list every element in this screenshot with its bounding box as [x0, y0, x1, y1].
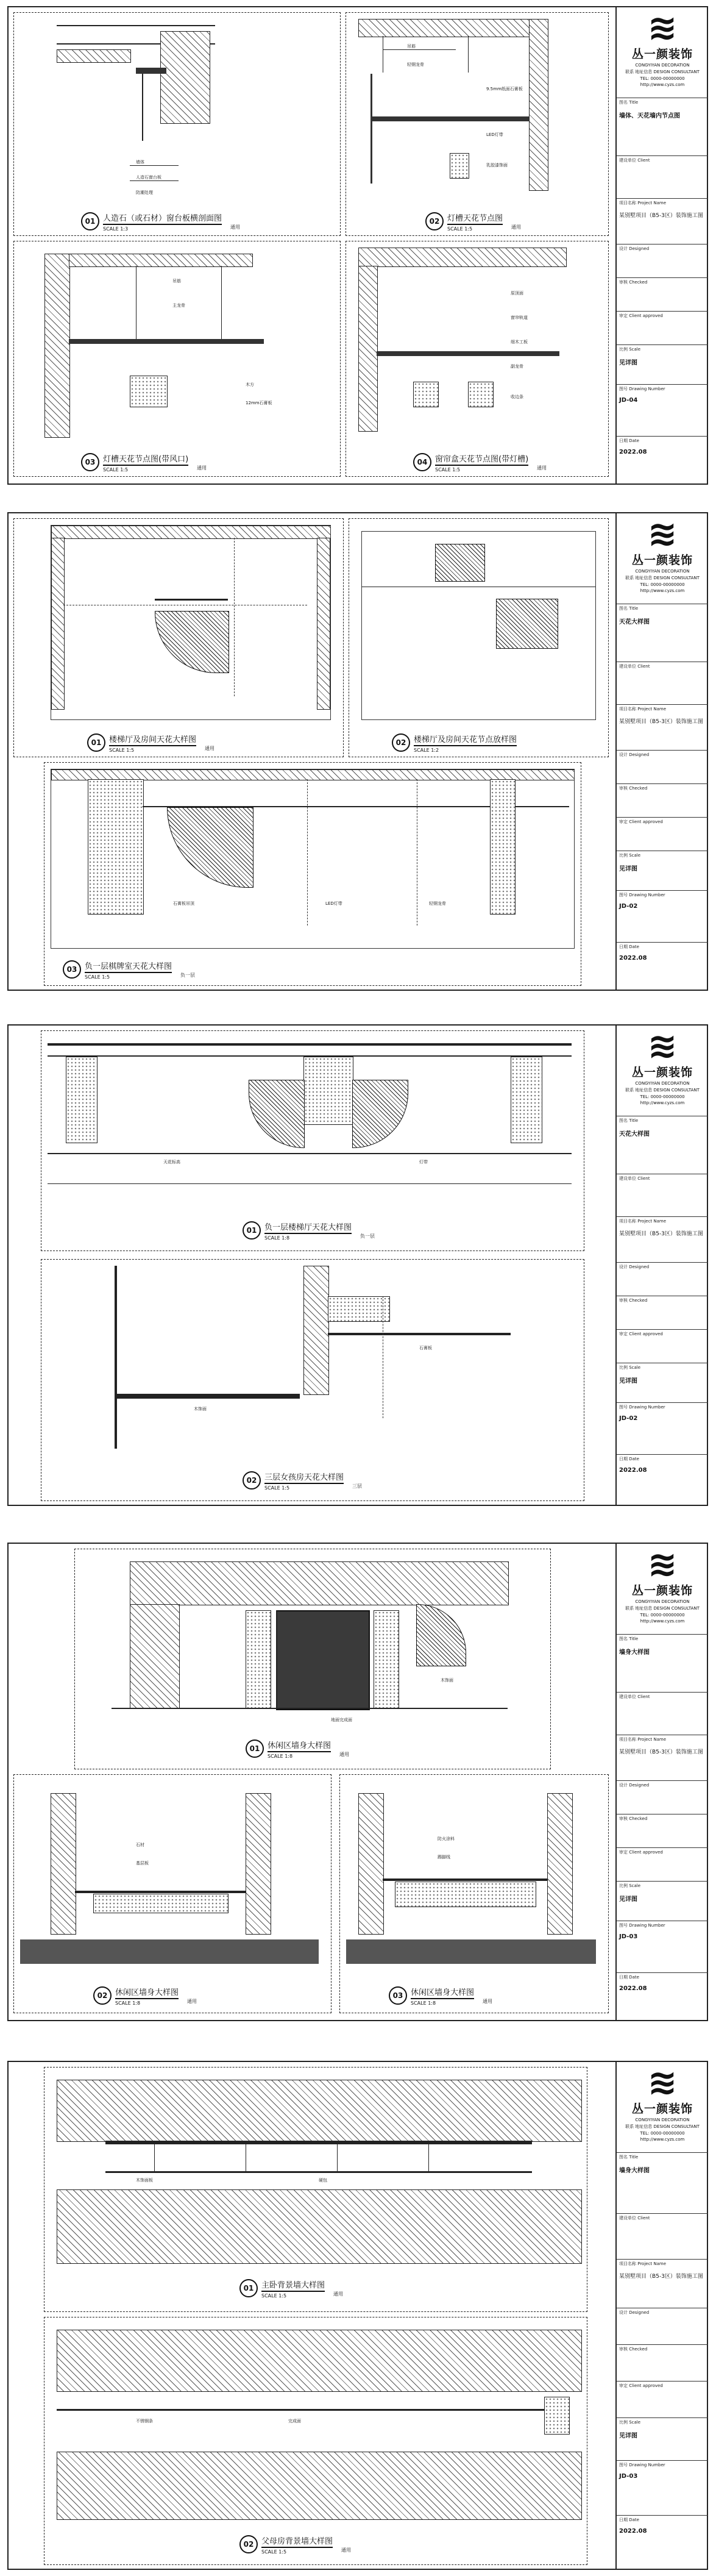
logo-mountain-icon: ≋ — [647, 1025, 678, 1066]
tb-label: 审核 Checked — [619, 2347, 648, 2352]
panel-scope: 通用 — [187, 1999, 197, 2004]
tb-label: 日期 Date — [619, 1975, 639, 1980]
caption-5-1 — [239, 2278, 343, 2299]
panel-title: 休闲区墙身大样图 — [411, 1986, 474, 1999]
panel-scope: 通用 — [483, 1999, 493, 2004]
tb-drawing-no: JD-02 — [619, 1415, 638, 1422]
tb-label: 建设单位 Client — [619, 2216, 650, 2221]
tb-label: 日期 Date — [619, 1457, 639, 1461]
note-2-c: 9.5mm纸面石膏板 — [486, 87, 523, 91]
panel-scope: 负一层 — [360, 1233, 375, 1239]
panel-number: 03 — [63, 960, 81, 979]
caption-1-4 — [413, 452, 547, 473]
panel-4-3 — [339, 1774, 609, 2013]
panel-2-2 — [349, 518, 609, 757]
company-logo — [617, 2061, 708, 2142]
tb-label: 图名 Title — [619, 100, 639, 105]
caption-4-1 — [246, 1738, 349, 1759]
tb-project-value: 某别墅项目（B5-3区）装饰施工图 — [619, 213, 703, 219]
company-line-1: 联系 地址信息 DESIGN CONSULTANT — [625, 70, 700, 74]
note-3-a: 吊筋 — [172, 279, 181, 284]
tb-label: 图名 Title — [619, 1636, 639, 1641]
panel-scale: SCALE 1:3 — [103, 226, 129, 232]
note-1-b: 人造石窗台板 — [136, 175, 161, 180]
title-block-2 — [615, 512, 708, 991]
company-line-1: 联系 地址信息 DESIGN CONSULTANT — [625, 576, 700, 580]
tb-drawing-no: JD-04 — [619, 397, 638, 404]
tb-label: 审定 Client approved — [619, 1332, 663, 1336]
company-name: 丛一颜装饰 — [631, 1066, 693, 1079]
tb-label: 建设单位 Client — [619, 158, 650, 163]
company-line-3: http://www.cyzs.com — [640, 82, 685, 87]
panel-scale: SCALE 1:8 — [411, 2000, 436, 2006]
tb-label: 审核 Checked — [619, 1298, 648, 1303]
panel-number: 03 — [81, 453, 99, 471]
note-s3-d: 木饰面 — [194, 1407, 207, 1411]
note-3-b: 主龙骨 — [172, 303, 185, 308]
panel-scope: 负一层 — [180, 972, 196, 978]
panel-scope: 通用 — [511, 224, 522, 230]
tb-scale-value: 见详图 — [619, 1896, 637, 1903]
panel-title: 人造石（或石材）窗台板横剖面图 — [103, 212, 222, 225]
company-line-2: TEL: 0000-00000000 — [640, 76, 685, 81]
title-block-5 — [615, 2061, 708, 2570]
panel-number: 01 — [243, 1221, 261, 1240]
panel-scope: 通用 — [205, 746, 215, 751]
note-s4-e: 防火涂料 — [438, 1836, 455, 1841]
caption-2-1 — [87, 732, 214, 753]
panel-title: 楼梯厅及房间天花节点放样图 — [414, 733, 517, 746]
tb-label: 图名 Title — [619, 1118, 639, 1123]
tb-scale-value: 见详图 — [619, 866, 637, 872]
company-en: CONGYIYAN DECORATION — [635, 63, 690, 68]
panel-5-2 — [44, 2317, 587, 2565]
panel-scale: SCALE 1:5 — [103, 466, 129, 473]
panel-number: 01 — [246, 1739, 264, 1758]
company-line-3: http://www.cyzs.com — [640, 588, 685, 593]
tb-label: 比例 Scale — [619, 1883, 641, 1888]
tb-label: 项目名称 Project Name — [619, 201, 667, 205]
company-name: 丛一颜装饰 — [631, 554, 693, 567]
company-line-2: TEL: 0000-00000000 — [640, 1613, 685, 1618]
tb-label: 图号 Drawing Number — [619, 387, 665, 391]
note-s4-c: 石材 — [136, 1843, 144, 1847]
note-3-d: 12mm石膏板 — [246, 401, 272, 405]
panel-3-1 — [41, 1030, 584, 1251]
tb-project-value: 某别墅项目（B5-3区）装饰施工图 — [619, 2274, 703, 2280]
tb-drawing-no: JD-02 — [619, 903, 638, 910]
panel-title: 负一层棋牌室天花大样图 — [85, 960, 172, 973]
panel-title: 三层女孩房天花大样图 — [264, 1471, 344, 1484]
note-4-e: 收边条 — [511, 394, 523, 399]
company-line-1: 联系 地址信息 DESIGN CONSULTANT — [625, 1088, 700, 1093]
company-logo — [617, 7, 708, 87]
tb-title-value: 墙身大样图 — [619, 2167, 650, 2174]
company-line-3: http://www.cyzs.com — [640, 2137, 685, 2142]
note-s3-c: 石膏板 — [419, 1346, 432, 1350]
panel-scale: SCALE 1:5 — [261, 2549, 287, 2555]
panel-scale: SCALE 1:8 — [115, 2000, 141, 2006]
company-en: CONGYIYAN DECORATION — [635, 1081, 690, 1086]
tb-date: 2022.08 — [619, 1467, 647, 1474]
drawing-sheet-3 — [7, 1024, 708, 1506]
note-4-c: 细木工板 — [511, 340, 528, 344]
tb-label: 日期 Date — [619, 2517, 639, 2522]
panel-title: 灯槽天花节点图 — [447, 212, 503, 225]
tb-date: 2022.08 — [619, 2528, 647, 2535]
company-en: CONGYIYAN DECORATION — [635, 1599, 690, 1604]
panel-scope: 通用 — [341, 2547, 352, 2553]
company-line-2: TEL: 0000-00000000 — [640, 582, 685, 587]
tb-label: 建设单位 Client — [619, 664, 650, 669]
note-s3-b: 灯带 — [419, 1160, 428, 1165]
panel-scope: 通用 — [339, 1752, 350, 1757]
note-s2-b: LED灯带 — [325, 901, 342, 906]
tb-project-value: 某别墅项目（B5-3区）装饰施工图 — [619, 1749, 703, 1755]
tb-label: 审定 Client approved — [619, 2383, 663, 2388]
caption-2-3 — [63, 959, 195, 980]
panel-number: 01 — [239, 2279, 258, 2297]
tb-label: 图号 Drawing Number — [619, 1405, 665, 1410]
tb-label: 日期 Date — [619, 438, 639, 443]
title-block-3 — [615, 1024, 708, 1506]
company-line-2: TEL: 0000-00000000 — [640, 2131, 685, 2136]
logo-mountain-icon: ≋ — [647, 2061, 678, 2103]
panel-scale: SCALE 1:5 — [109, 747, 135, 753]
tb-title-value: 天花大样图 — [619, 1131, 650, 1138]
panel-title: 灯槽天花节点图(带风口) — [103, 452, 188, 466]
panel-scale: SCALE 1:8 — [268, 1753, 293, 1759]
panel-title: 父母房背景墙大样图 — [261, 2535, 333, 2548]
panel-scale: SCALE 1:5 — [447, 226, 473, 232]
tb-label: 项目名称 Project Name — [619, 707, 667, 712]
tb-label: 审定 Client approved — [619, 819, 663, 824]
company-en: CONGYIYAN DECORATION — [635, 2118, 690, 2122]
tb-drawing-no: JD-03 — [619, 2473, 638, 2480]
tb-date: 2022.08 — [619, 449, 647, 455]
company-line-2: TEL: 0000-00000000 — [640, 1094, 685, 1099]
panel-scope: 通用 — [537, 465, 547, 471]
panel-title: 楼梯厅及房间天花大样图 — [109, 733, 196, 746]
sheet-3-drawing-area — [7, 1024, 617, 1506]
tb-label: 图号 Drawing Number — [619, 1923, 665, 1928]
sheet-2-drawing-area — [7, 512, 617, 991]
panel-number: 02 — [239, 2535, 258, 2553]
note-s2-a: 石膏板吊顶 — [173, 901, 194, 906]
panel-title: 休闲区墙身大样图 — [115, 1986, 179, 1999]
tb-label: 图号 Drawing Number — [619, 2463, 665, 2467]
panel-number: 01 — [87, 733, 105, 752]
tb-label: 比例 Scale — [619, 2420, 641, 2425]
panel-number: 02 — [93, 1986, 112, 2005]
company-logo — [617, 513, 708, 593]
panel-scope: 通用 — [197, 465, 207, 471]
note-3-c: 木方 — [246, 382, 254, 387]
tb-label: 审定 Client approved — [619, 313, 663, 318]
note-2-e: 乳胶漆饰面 — [486, 163, 508, 168]
drawing-sheet-1 — [7, 6, 708, 485]
title-block-1 — [615, 6, 708, 485]
company-logo — [617, 1025, 708, 1105]
panel-number: 02 — [392, 733, 410, 752]
note-s4-d: 基层板 — [136, 1861, 149, 1866]
company-en: CONGYIYAN DECORATION — [635, 569, 690, 574]
panel-2-3 — [44, 762, 581, 986]
panel-scope: 通用 — [333, 2291, 344, 2297]
panel-1-1 — [13, 12, 341, 236]
panel-1-3 — [13, 241, 341, 477]
caption-1-2 — [425, 211, 521, 232]
tb-title-value: 墙身大样图 — [619, 1649, 650, 1656]
panel-number: 01 — [81, 212, 99, 230]
tb-label: 设计 Designed — [619, 2310, 650, 2315]
caption-1-1 — [81, 211, 240, 232]
tb-label: 建设单位 Client — [619, 1694, 650, 1699]
company-line-1: 联系 地址信息 DESIGN CONSULTANT — [625, 1606, 700, 1611]
tb-label: 图名 Title — [619, 606, 639, 611]
note-s2-c: 轻钢龙骨 — [429, 901, 446, 906]
tb-label: 审定 Client approved — [619, 1850, 663, 1855]
tb-label: 建设单位 Client — [619, 1176, 650, 1181]
caption-4-3 — [389, 1985, 492, 2006]
tb-scale-value: 见详图 — [619, 2433, 637, 2439]
tb-label: 项目名称 Project Name — [619, 1737, 667, 1742]
tb-title-value: 天花大样图 — [619, 619, 650, 626]
caption-5-2 — [239, 2534, 351, 2555]
panel-number: 02 — [425, 212, 444, 230]
note-s5-c: 不锈钢条 — [136, 2419, 153, 2424]
panel-number: 02 — [243, 1471, 261, 1490]
tb-scale-value: 见详图 — [619, 1378, 637, 1385]
drawing-sheet-2 — [7, 512, 708, 991]
panel-title: 负一层楼梯厅天花大样图 — [264, 1221, 352, 1234]
tb-label: 日期 Date — [619, 944, 639, 949]
panel-number: 03 — [389, 1986, 407, 2005]
tb-label: 比例 Scale — [619, 347, 641, 352]
company-line-3: http://www.cyzs.com — [640, 1619, 685, 1624]
tb-project-value: 某别墅项目（B5-3区）装饰施工图 — [619, 719, 703, 725]
panel-2-1 — [13, 518, 344, 757]
company-line-3: http://www.cyzs.com — [640, 1101, 685, 1105]
note-4-b: 窗帘轨道 — [511, 315, 528, 320]
tb-project-value: 某别墅项目（B5-3区）装饰施工图 — [619, 1231, 703, 1237]
note-2-b: 轻钢龙骨 — [407, 62, 424, 67]
panel-scale: SCALE 1:5 — [85, 974, 110, 980]
panel-title: 窗帘盒天花节点图(带灯槽) — [435, 452, 528, 466]
note-s5-b: 硬包 — [319, 2178, 327, 2183]
company-name: 丛一颜装饰 — [631, 48, 693, 61]
note-s5-a: 木饰面板 — [136, 2178, 153, 2183]
company-name: 丛一颜装饰 — [631, 1584, 693, 1597]
panel-1-2 — [346, 12, 609, 236]
tb-title-value: 墙体、天花墙内节点图 — [619, 113, 680, 120]
panel-scale: SCALE 1:5 — [435, 466, 461, 473]
note-s4-f: 踢脚线 — [438, 1855, 450, 1860]
panel-scale: SCALE 1:5 — [264, 1485, 290, 1491]
note-1-c: 防潮处理 — [136, 190, 153, 195]
tb-label: 设计 Designed — [619, 246, 650, 251]
tb-label: 比例 Scale — [619, 853, 641, 858]
sheet-5-drawing-area — [7, 2061, 617, 2570]
company-line-1: 联系 地址信息 DESIGN CONSULTANT — [625, 2124, 700, 2129]
caption-1-3 — [81, 452, 207, 473]
tb-label: 设计 Designed — [619, 1265, 650, 1269]
panel-scale: SCALE 1:5 — [261, 2292, 287, 2299]
panel-4-2 — [13, 1774, 331, 2013]
note-2-d: LED灯带 — [486, 132, 503, 137]
title-block-4 — [615, 1543, 708, 2021]
caption-3-1 — [243, 1220, 375, 1241]
drawing-sheet-5 — [7, 2061, 708, 2570]
logo-mountain-icon: ≋ — [647, 1543, 678, 1585]
tb-label: 项目名称 Project Name — [619, 2261, 667, 2266]
panel-scope: 通用 — [230, 224, 241, 230]
panel-scope: 三层 — [352, 1483, 363, 1489]
drawing-sheet-4 — [7, 1543, 708, 2021]
note-4-a: 原顶面 — [511, 291, 523, 296]
panel-4-1 — [74, 1549, 551, 1769]
panel-scale: SCALE 1:8 — [264, 1235, 290, 1241]
note-s3-a: 天花标高 — [163, 1160, 180, 1165]
logo-mountain-icon: ≋ — [647, 513, 678, 554]
tb-date: 2022.08 — [619, 955, 647, 962]
tb-label: 审核 Checked — [619, 786, 648, 791]
tb-label: 审核 Checked — [619, 1816, 648, 1821]
tb-label: 比例 Scale — [619, 1365, 641, 1370]
note-4-d: 副龙骨 — [511, 364, 523, 369]
tb-label: 项目名称 Project Name — [619, 1219, 667, 1224]
tb-scale-value: 见详图 — [619, 360, 637, 366]
panel-5-1 — [44, 2067, 587, 2312]
note-2-a: 吊筋 — [407, 44, 416, 49]
tb-label: 审核 Checked — [619, 280, 648, 285]
panel-title: 主卧背景墙大样图 — [261, 2278, 325, 2292]
company-logo — [617, 1543, 708, 1624]
tb-label: 设计 Designed — [619, 1783, 650, 1788]
sheet-1-drawing-area — [7, 6, 617, 485]
tb-label: 图名 Title — [619, 2155, 639, 2160]
panel-3-2 — [41, 1259, 584, 1501]
caption-2-2 — [392, 732, 525, 753]
company-name: 丛一颜装饰 — [631, 2102, 693, 2116]
caption-3-2 — [243, 1470, 362, 1491]
panel-number: 04 — [413, 453, 431, 471]
panel-title: 休闲区墙身大样图 — [268, 1739, 331, 1752]
note-1-a: 墙体 — [136, 160, 144, 165]
caption-4-2 — [93, 1985, 197, 2006]
logo-mountain-icon: ≋ — [647, 7, 678, 48]
panel-1-4 — [346, 241, 609, 477]
note-s4-a: 木饰面 — [441, 1678, 453, 1683]
tb-date: 2022.08 — [619, 1985, 647, 1992]
note-s4-b: 地面完成面 — [331, 1718, 352, 1722]
tb-label: 图号 Drawing Number — [619, 893, 665, 897]
tb-drawing-no: JD-03 — [619, 1933, 638, 1940]
sheet-4-drawing-area — [7, 1543, 617, 2021]
tb-label: 设计 Designed — [619, 752, 650, 757]
panel-scale: SCALE 1:2 — [414, 747, 439, 753]
note-s5-d: 完成面 — [288, 2419, 301, 2424]
